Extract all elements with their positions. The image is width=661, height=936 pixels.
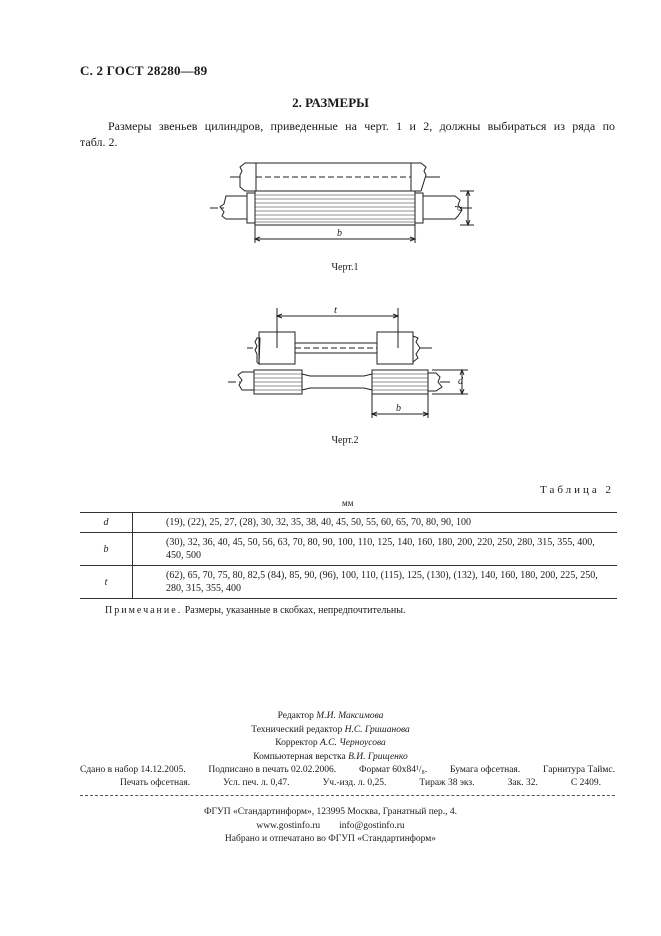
credit-tech-editor: Технический редактор Н.С. Гришанова — [251, 724, 410, 735]
row-values: (62), 65, 70, 75, 80, 82,5 (84), 85, 90, (96), 100, 110, (115), 125, (130), (132), 140, 160, 180, 200, 225, 250, 280, 315, 355, 400 — [133, 566, 618, 599]
imprint-block — [80, 764, 615, 790]
intro-paragraph — [80, 118, 615, 150]
fig2-upper-link — [247, 332, 432, 364]
fig2-label-t: t — [334, 304, 338, 316]
row-values: (30), 32, 36, 40, 45, 50, 56, 63, 70, 80, 90, 100, 110, 125, 140, 160, 180, 200, 220, 250, 280, 315, 355, 400, 450, 500 — [133, 533, 618, 566]
credit-editor: Редактор М.И. Максимова — [277, 711, 384, 721]
note-text: Размеры, указанные в скобках, непредпочтительны. — [184, 605, 406, 616]
page-header: С. 2 ГОСТ 28280—89 — [80, 63, 208, 78]
section-title: 2. РАЗМЕРЫ — [292, 95, 369, 110]
fig2-lower-link — [228, 370, 450, 394]
fig1-lower-roller — [210, 191, 472, 225]
note-label: Примечание. — [105, 605, 183, 616]
credit-proofreader: Корректор А.С. Черноусова — [275, 738, 386, 748]
fig1-label-b: b — [337, 228, 342, 239]
table-title: Таблица 2 — [540, 484, 615, 496]
fig2-label-d: d — [458, 376, 463, 387]
publisher-web[interactable]: www.gostinfo.ru — [256, 820, 321, 831]
row-symbol: t — [80, 566, 133, 599]
publisher-email[interactable]: info@gostinfo.ru — [339, 820, 405, 831]
table-row — [80, 533, 617, 566]
row-symbol: b — [80, 533, 133, 566]
row-values: (19), (22), 25, 27, (28), 30, 32, 35, 38, 40, 45, 50, 55, 60, 65, 70, 80, 90, 100 — [133, 513, 618, 533]
credits-block — [0, 710, 661, 764]
publisher-contacts — [0, 820, 661, 834]
table-row — [80, 513, 617, 533]
figure-1-caption: Черт.1 — [331, 262, 359, 273]
fig1-upper-roller — [230, 163, 440, 191]
fig2-label-b: b — [396, 403, 401, 414]
table-units: мм — [342, 498, 354, 508]
publisher-address: ФГУП «Стандартинформ», 123995 Москва, Гранатный пер., 4. — [203, 807, 458, 817]
fig1-label-d: d — [454, 206, 465, 211]
credit-layout: Компьютерная верстка В.И. Грищенко — [253, 751, 408, 762]
table-row — [80, 566, 617, 599]
intro-line-1: Размеры звеньев цилиндров, приведенные на черт. 1 и 2, должны выбираться из ряда по — [108, 119, 615, 133]
divider — [80, 795, 615, 796]
figure-1-drawing — [210, 160, 490, 250]
imprint-row-1: Сдано в набор 14.12.2005. Подписано в печать 02.02.2006. Формат 60x84¹/₈. Бумага офсетная. Гарнитура Таймс. — [80, 765, 615, 775]
figure-2-drawing — [222, 296, 482, 424]
figure-2-caption: Черт.2 — [331, 435, 359, 446]
table-note — [105, 605, 405, 616]
dimensions-table — [80, 512, 617, 599]
imprint-row-2: Печать офсетная. Усл. печ. л. 0,47. Уч.-изд. л. 0,25. Тираж 38 экз. Зак. 32. С 2409. — [120, 778, 601, 788]
publisher-block — [0, 806, 661, 847]
row-symbol: d — [80, 513, 133, 533]
fig1-dimension-b — [255, 225, 415, 243]
publisher-printed: Набрано и отпечатано во ФГУП «Стандартинформ» — [224, 834, 437, 844]
intro-line-2: табл. 2. — [80, 135, 118, 149]
